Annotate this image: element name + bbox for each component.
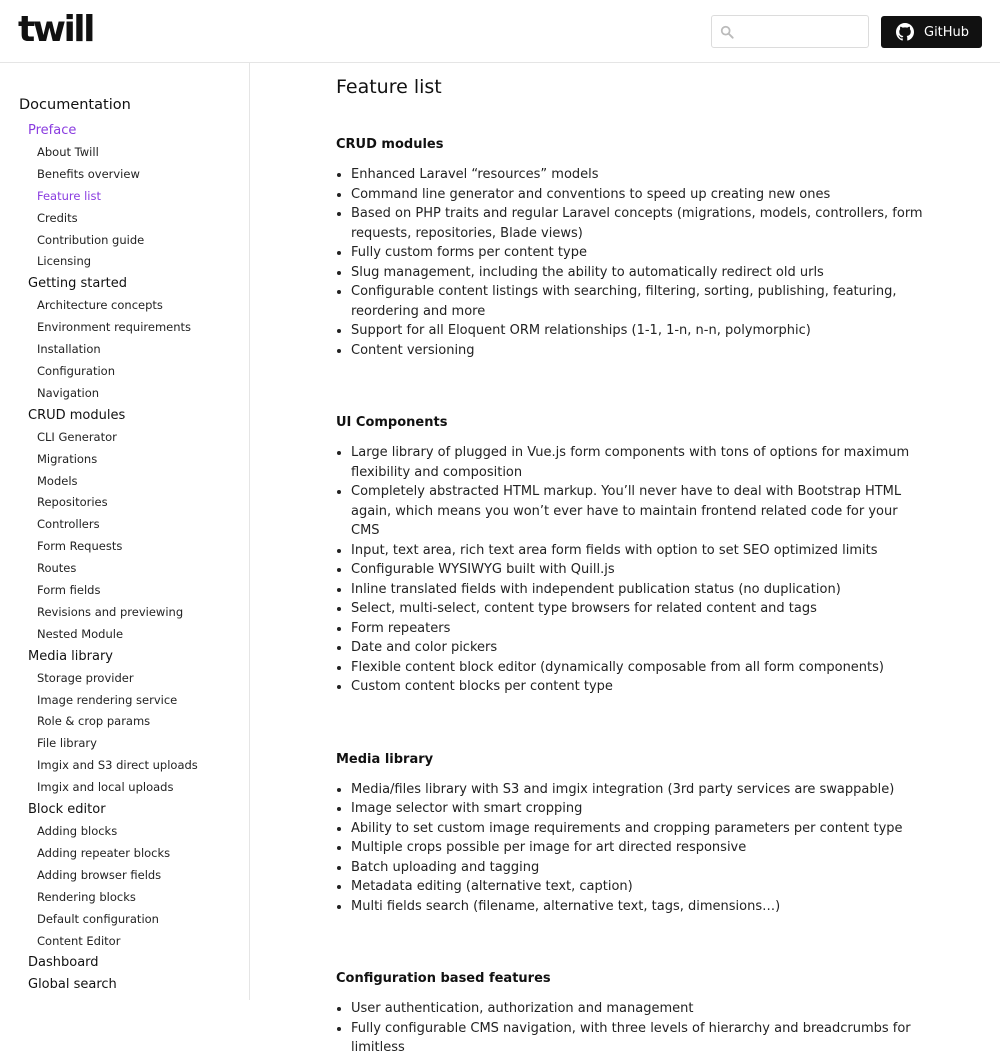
sidebar-item-environment-requirements[interactable]: Environment requirements: [37, 320, 192, 335]
feature-item: • Support for all Eloquent ORM relationships (1-1, 1-n, n-n, polymorphic): [351, 321, 926, 341]
sidebar-item-navigation[interactable]: Navigation: [37, 385, 100, 400]
sidebar-item-credits[interactable]: Credits: [37, 210, 78, 225]
sidebar-item-form-fields[interactable]: Form fields: [37, 583, 101, 598]
section-heading-media-library: Media library: [336, 751, 434, 767]
sidebar-section-media-library[interactable]: Media library: [28, 648, 114, 664]
sidebar-item-form-requests[interactable]: Form Requests: [37, 539, 123, 554]
feature-item: • Ability to set custom image requirements and cropping parameters per content type: [351, 819, 926, 839]
feature-item: • Configurable content listings with searching, filtering, sorting, publishing, featuring, reordering and more: [351, 282, 926, 321]
feature-item: • Content versioning: [351, 341, 926, 361]
feature-item: • Metadata editing (alternative text, caption): [351, 877, 926, 897]
docs-sidebar: [0, 63, 250, 1000]
sidebar-item-routes[interactable]: Routes: [37, 561, 77, 576]
sidebar-title: Documentation: [19, 97, 131, 113]
feature-item: • Completely abstracted HTML markup. You’ll never have to deal with Bootstrap HTML again, which means you won’t ever have to maintain frontend related code for your CMS: [351, 482, 926, 541]
sidebar-item-role-crop-params[interactable]: Role & crop params: [37, 714, 151, 729]
sidebar-item-benefits-overview[interactable]: Benefits overview: [37, 166, 140, 181]
feature-item: • Input, text area, rich text area form fields with option to set SEO optimized limits: [351, 541, 926, 561]
feature-item: • Fully custom forms per content type: [351, 243, 926, 263]
sidebar-item-architecture-concepts[interactable]: Architecture concepts: [37, 298, 163, 313]
feature-item: • Enhanced Laravel “resources” models: [351, 165, 926, 185]
sidebar-item-storage-provider[interactable]: Storage provider: [37, 670, 134, 685]
section-heading-ui-components: UI Components: [336, 415, 448, 430]
sidebar-item-adding-repeater-blocks[interactable]: Adding repeater blocks: [37, 845, 171, 860]
search-box[interactable]: [711, 15, 869, 48]
sidebar-item-adding-blocks[interactable]: Adding blocks: [37, 824, 118, 839]
sidebar-item-repositories[interactable]: Repositories: [37, 495, 108, 510]
feature-item: • User authentication, authorization and management: [351, 999, 926, 1019]
sidebar-section-block-editor[interactable]: Block editor: [28, 802, 106, 818]
github-button-label: GitHub: [924, 24, 970, 40]
github-icon: [896, 23, 914, 41]
feature-item: • Image selector with smart cropping: [351, 799, 926, 819]
sidebar-item-rendering-blocks[interactable]: Rendering blocks: [37, 889, 136, 904]
feature-item: • Large library of plugged in Vue.js form components with tons of options for maximum flexibility and composition: [351, 443, 926, 482]
feature-list-media-library: [336, 780, 926, 917]
main-content: [336, 63, 926, 1058]
feature-sections: [336, 135, 926, 1058]
sidebar-section-getting-started[interactable]: Getting started: [28, 276, 128, 292]
feature-list-configuration-based-features: [336, 999, 926, 1058]
sidebar-item-revisions-and-previewing[interactable]: Revisions and previewing: [37, 604, 184, 619]
search-icon: [720, 25, 734, 39]
sidebar-item-content-editor[interactable]: Content Editor: [37, 933, 121, 948]
feature-item: • Media/files library with S3 and imgix integration (3rd party services are swappable): [351, 780, 926, 800]
github-button[interactable]: [881, 16, 982, 48]
feature-item: • Form repeaters: [351, 619, 926, 639]
sidebar-item-configuration[interactable]: Configuration: [37, 364, 115, 379]
sidebar-item-default-configuration[interactable]: Default configuration: [37, 911, 159, 926]
section-heading-crud-modules: CRUD modules: [336, 137, 444, 152]
sidebar-item-imgix-and-s3-direct-uploads[interactable]: Imgix and S3 direct uploads: [37, 758, 198, 773]
sidebar-item-contribution-guide[interactable]: Contribution guide: [37, 232, 145, 247]
sidebar-item-image-rendering-service[interactable]: Image rendering service: [37, 692, 178, 707]
twill-logo[interactable]: twill: [18, 9, 93, 50]
sidebar-item-licensing[interactable]: Licensing: [37, 254, 92, 269]
feature-item: • Fully configurable CMS navigation, with three levels of hierarchy and breadcrumbs for limitless: [351, 1019, 926, 1058]
sidebar-section-dashboard[interactable]: Dashboard: [28, 955, 99, 971]
feature-item: • Multi fields search (filename, alternative text, tags, dimensions…): [351, 897, 926, 917]
sidebar-section-preface[interactable]: Preface: [28, 123, 77, 138]
sidebar-item-file-library[interactable]: File library: [37, 736, 97, 751]
feature-item: • Flexible content block editor (dynamically composable from all form components): [351, 658, 926, 678]
feature-item: • Multiple crops possible per image for art directed responsive: [351, 838, 926, 858]
sidebar-item-migrations[interactable]: Migrations: [37, 451, 98, 466]
sidebar-item-installation[interactable]: Installation: [37, 342, 101, 357]
sidebar-item-adding-browser-fields[interactable]: Adding browser fields: [37, 867, 162, 882]
feature-item: • Slug management, including the ability to automatically redirect old urls: [351, 263, 926, 283]
sidebar-section-crud-modules[interactable]: CRUD modules: [28, 407, 126, 423]
feature-item: • Date and color pickers: [351, 638, 926, 658]
sidebar-item-about-twill[interactable]: About Twill: [37, 145, 99, 159]
feature-list-crud-modules: [336, 165, 926, 360]
sidebar-item-nested-module[interactable]: Nested Module: [37, 626, 124, 641]
top-header: [0, 0, 1000, 63]
feature-item: • Custom content blocks per content type: [351, 677, 926, 697]
feature-list-ui-components: [336, 443, 926, 697]
feature-item: • Select, multi-select, content type browsers for related content and tags: [351, 599, 926, 619]
sidebar-groups: [19, 120, 249, 996]
section-heading-configuration-based-features: Configuration based features: [336, 971, 551, 986]
search-input[interactable]: [740, 20, 864, 44]
feature-item: • Based on PHP traits and regular Laravel concepts (migrations, models, controllers, form requests, repositories, Blade views): [351, 204, 926, 243]
feature-item: • Inline translated fields with independent publication status (no duplication): [351, 580, 926, 600]
sidebar-section-global-search[interactable]: Global search: [28, 977, 117, 993]
sidebar-item-controllers[interactable]: Controllers: [37, 517, 100, 532]
sidebar-item-cli-generator[interactable]: CLI Generator: [37, 429, 117, 444]
sidebar-item-imgix-and-local-uploads[interactable]: Imgix and local uploads: [37, 780, 174, 795]
feature-item: • Batch uploading and tagging: [351, 858, 926, 878]
sidebar-item-feature-list[interactable]: Feature list: [37, 188, 102, 203]
feature-item: • Command line generator and conventions to speed up creating new ones: [351, 185, 926, 205]
page-title: Feature list: [336, 76, 442, 98]
feature-item: • Configurable WYSIWYG built with Quill.js: [351, 560, 926, 580]
sidebar-item-models[interactable]: Models: [37, 473, 78, 488]
